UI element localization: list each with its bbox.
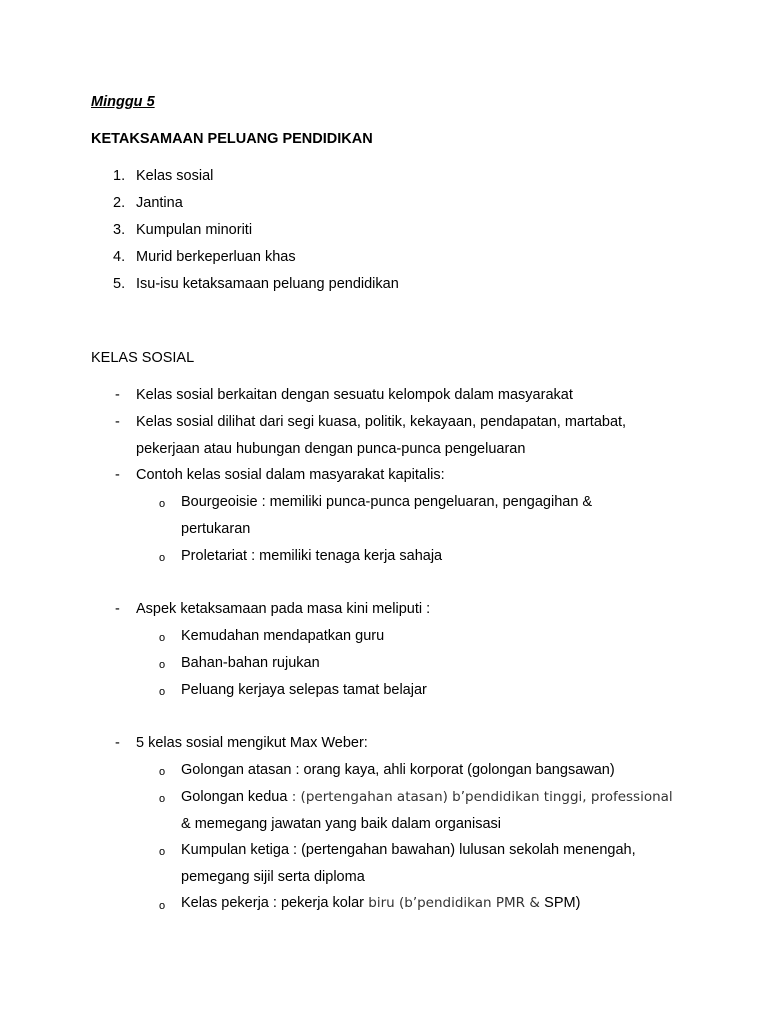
subpoint-text-main: Golongan kedua [181,789,288,805]
bullet-marker: o [159,793,166,805]
bullet-marker: o [159,846,166,858]
point-text: Contoh kelas sosial dalam masyarakat kapitalis: [136,467,445,483]
dash-marker: - [115,414,120,430]
point-text: Kelas sosial dilihat dari segi kuasa, politik, kekayaan, pendapatan, martabat, [136,414,627,430]
subpoint-text-grey: biru (b’pendidikan PMR & [363,895,545,911]
subpoint-text-grey: : (pertengahan atasan) b’pendidikan tinggi, professional [287,789,673,805]
point-text: Aspek ketaksamaan pada masa kini meliputi : [136,601,431,617]
list-number: 3. [113,222,126,238]
bullet-marker: o [159,498,166,510]
subpoint-text-end: SPM) [544,895,581,911]
week-heading: Minggu 5 [91,94,155,110]
list-number: 2. [113,195,126,211]
bullet-marker: o [159,686,166,698]
subpoint-text: Peluang kerjaya selepas tamat belajar [181,682,427,698]
list-number: 1. [113,168,126,184]
list-item: Murid berkeperluan khas [136,249,296,265]
subpoint-text-main: Kelas pekerja : pekerja kolar [181,895,364,911]
subpoint-text: Kumpulan ketiga : (pertengahan bawahan) lulusan sekolah menengah, [181,842,636,858]
bullet-marker: o [159,632,166,644]
subpoint-text-continued: pertukaran [181,521,251,537]
subpoint-text [181,894,580,912]
bullet-marker: o [159,552,166,564]
list-item: Isu-isu ketaksamaan peluang pendidikan [136,276,399,292]
point-text: 5 kelas sosial mengikut Max Weber: [136,735,368,751]
subpoint-text: Bourgeoisie : memiliki punca-punca pengeluaran, pengagihan & [181,494,593,510]
list-number: 4. [113,249,126,265]
subpoint-text: Proletariat : memiliki tenaga kerja sahaja [181,548,443,564]
dash-marker: - [115,387,120,403]
subpoint-text: Kemudahan mendapatkan guru [181,628,385,644]
list-number: 5. [113,276,126,292]
bullet-marker: o [159,766,166,778]
subpoint-text [181,788,673,806]
bullet-marker: o [159,659,166,671]
dash-marker: - [115,601,120,617]
point-text-continued: pekerjaan atau hubungan dengan punca-punca pengeluaran [136,441,526,457]
document-title: KETAKSAMAAN PELUANG PENDIDIKAN [91,131,373,147]
subpoint-text-continued: pemegang sijil serta diploma [181,869,365,885]
point-text: Kelas sosial berkaitan dengan sesuatu kelompok dalam masyarakat [136,387,573,403]
subpoint-text: Golongan atasan : orang kaya, ahli korporat (golongan bangsawan) [181,762,615,778]
bullet-marker: o [159,900,166,912]
list-item: Kelas sosial [136,168,214,184]
list-item: Jantina [136,195,183,211]
list-item: Kumpulan minoriti [136,222,253,238]
subpoint-text: Bahan-bahan rujukan [181,655,320,671]
section-title: KELAS SOSIAL [91,350,195,366]
dash-marker: - [115,467,120,483]
subpoint-text-continued: & memegang jawatan yang baik dalam organisasi [181,816,501,832]
dash-marker: - [115,735,120,751]
